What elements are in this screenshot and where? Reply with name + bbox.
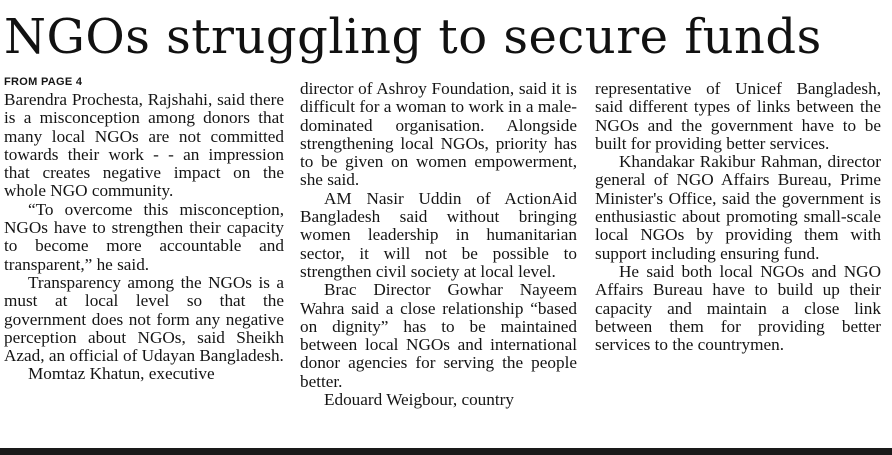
article-column-3	[595, 80, 881, 354]
bottom-rule	[0, 448, 892, 455]
paragraph: AM Nasir Uddin of ActionAid Bangladesh said without bringing women leadership in humanitarian sector, it will not be possible to strengthen civil society at local level.	[300, 188, 577, 281]
paragraph: Barendra Prochesta, Rajshahi, said there is a misconception among donors that many local NGOs are not committed towards their work - - an impression that creates negative impact on the whole NGO community.	[4, 90, 284, 201]
paragraph: director of Ashroy Foundation, said it is difficult for a woman to work in a male-dominated organisation. Alongside strengthening local NGOs, priority has to be given on women empowerment, she said.	[300, 79, 577, 190]
paragraph: Brac Director Gowhar Nayeem Wahra said a close relationship “based on dignity” has to be maintained between local NGOs and international donor agencies for serving the people better.	[300, 280, 577, 391]
paragraph: representative of Unicef Bangladesh, said different types of links between the NGOs and the government have to be built for providing better services.	[595, 79, 881, 153]
paragraph: Transparency among the NGOs is a must at local level so that the government does not form any negative perception about NGOs, said Sheikh Azad, an official of Udayan Bangladesh.	[4, 272, 284, 366]
paragraph: “To overcome this misconception, NGOs have to strengthen their capacity to become more accountable and transparent,” he said.	[4, 199, 284, 274]
article-column-1	[4, 76, 284, 384]
paragraph: Momtaz Khatun, executive	[28, 364, 215, 384]
paragraph: Edouard Weigbour, country	[324, 390, 514, 410]
headline: NGOs struggling to secure funds	[4, 9, 822, 65]
jump-line: FROM PAGE 4	[4, 76, 83, 88]
paragraph: He said both local NGOs and NGO Affairs Bureau have to build up their capacity and maintain a close link between them for providing better services to the countrymen.	[595, 261, 881, 355]
paragraph: Khandakar Rakibur Rahman, director general of NGO Affairs Bureau, Prime Minister's Office, said the government is enthusiastic about promoting small-scale local NGOs by providing them with support including ensuring fund.	[595, 152, 881, 263]
article-column-2	[300, 80, 577, 409]
